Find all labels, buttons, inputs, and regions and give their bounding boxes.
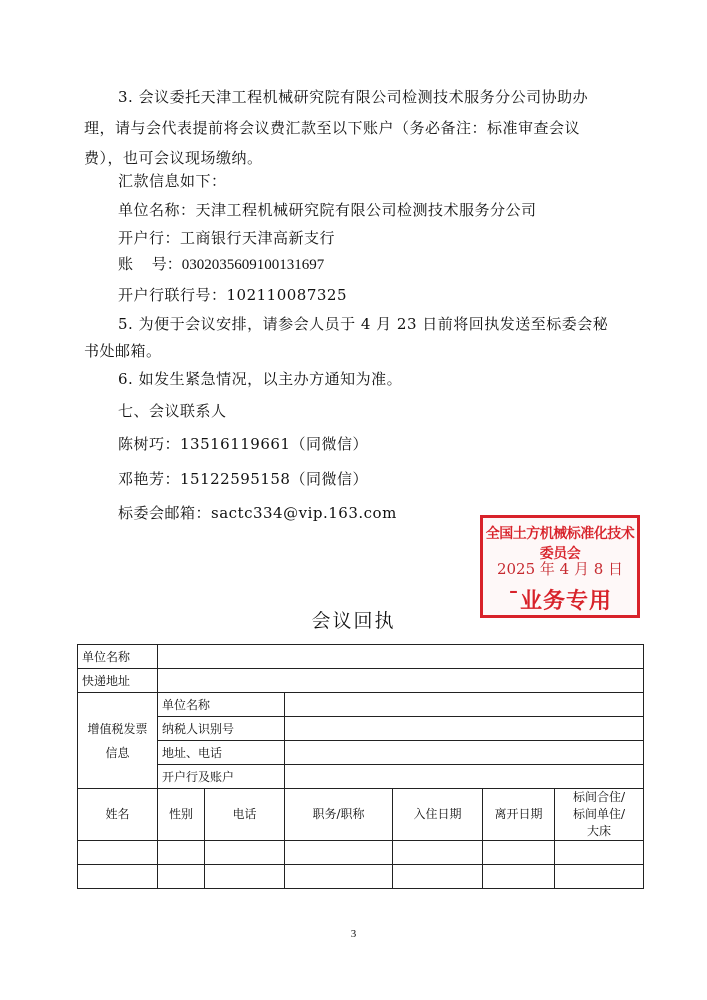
delivery-address-label: 快递地址 [78, 669, 158, 693]
account-number: 账 号：0302035609100131697 [118, 257, 325, 273]
attendee-cell[interactable] [555, 841, 644, 865]
invoice-unit-name-label: 单位名称 [158, 693, 285, 717]
delivery-address-field[interactable] [158, 669, 644, 693]
address-phone-field[interactable] [285, 741, 644, 765]
attendee-cell[interactable] [78, 865, 158, 889]
item-5-line-2: 书处邮箱。 [84, 342, 162, 360]
invoice-unit-name-field[interactable] [285, 693, 644, 717]
attendee-cell[interactable] [205, 865, 285, 889]
room-type-line: 标间单住/ [572, 807, 626, 821]
table-row [78, 841, 644, 865]
item-3-line-2: 理，请与会代表提前将会议费汇款至以下账户（务必备注：标准审查会议 [84, 119, 581, 137]
bank-code: 开户行联行号：102110087325 [118, 286, 348, 304]
attendee-cell[interactable] [393, 865, 483, 889]
col-checkin-date: 入住日期 [393, 789, 483, 841]
table-row [78, 717, 644, 741]
invoice-group-label-line2: 信息 [105, 745, 130, 760]
receipt-title: 会议回执 [311, 610, 396, 632]
remittance-heading: 汇款信息如下： [118, 172, 227, 190]
attendee-header-row [78, 789, 644, 841]
col-position: 职务/职称 [285, 789, 393, 841]
attendee-cell[interactable] [158, 841, 205, 865]
section-7-heading: 七、会议联系人 [118, 402, 227, 420]
taxpayer-id-field[interactable] [285, 717, 644, 741]
attendee-cell[interactable] [158, 865, 205, 889]
table-row [78, 645, 644, 669]
seal-title: 全国土方机械标准化技术委员会 [485, 526, 635, 562]
item-3-line-1: 3. 会议委托天津工程机械研究院有限公司检测技术服务分公司协助办 [118, 88, 589, 106]
attendee-cell[interactable] [205, 841, 285, 865]
bank-account-field[interactable] [285, 765, 644, 789]
attendee-cell[interactable] [483, 865, 555, 889]
attendee-cell[interactable] [78, 841, 158, 865]
bank-account-label: 开户行及账户 [158, 765, 285, 789]
contact-deng: 邓艳芳：15122595158（同微信） [118, 470, 368, 488]
invoice-group-label [78, 693, 158, 789]
col-room-type [555, 789, 644, 841]
contact-chen: 陈树巧：13516119661（同微信） [118, 435, 368, 453]
col-gender: 性别 [158, 789, 205, 841]
seal-date: 2025 年 4 月 8 日 [496, 560, 624, 578]
account-unit-name: 单位名称：天津工程机械研究院有限公司检测技术服务分公司 [118, 201, 537, 219]
table-row [78, 865, 644, 889]
col-phone: 电话 [205, 789, 285, 841]
item-5-line-1: 5. 为便于会议安排，请参会人员于 4 月 23 日前将回执发送至标委会秘 [118, 315, 609, 333]
committee-email: 标委会邮箱：sactc334@vip.163.com [118, 504, 397, 522]
table-row [78, 765, 644, 789]
col-checkout-date: 离开日期 [483, 789, 555, 841]
official-seal [480, 515, 640, 618]
table-row [78, 693, 644, 717]
taxpayer-id-label: 纳税人识别号 [158, 717, 285, 741]
seal-subtitle: ¯业务专用 [507, 589, 612, 614]
unit-name-label: 单位名称 [78, 645, 158, 669]
attendee-cell[interactable] [393, 841, 483, 865]
address-phone-label: 地址、电话 [158, 741, 285, 765]
room-type-line: 大床 [586, 824, 611, 838]
item-3-line-3: 费），也可会议现场缴纳。 [84, 149, 263, 167]
account-bank: 开户行：工商银行天津高新支行 [118, 229, 336, 247]
table-row [78, 669, 644, 693]
attendee-cell[interactable] [285, 865, 393, 889]
attendee-cell[interactable] [555, 865, 644, 889]
attendee-cell[interactable] [483, 841, 555, 865]
unit-name-field[interactable] [158, 645, 644, 669]
col-name: 姓名 [78, 789, 158, 841]
page-number: 3 [350, 928, 357, 940]
attendee-cell[interactable] [285, 841, 393, 865]
invoice-group-label-line1: 增值税发票 [87, 721, 148, 736]
room-type-line: 标间合住/ [572, 790, 626, 804]
receipt-form-table [77, 644, 644, 889]
table-row [78, 741, 644, 765]
item-6: 6. 如发生紧急情况，以主办方通知为准。 [118, 370, 403, 388]
